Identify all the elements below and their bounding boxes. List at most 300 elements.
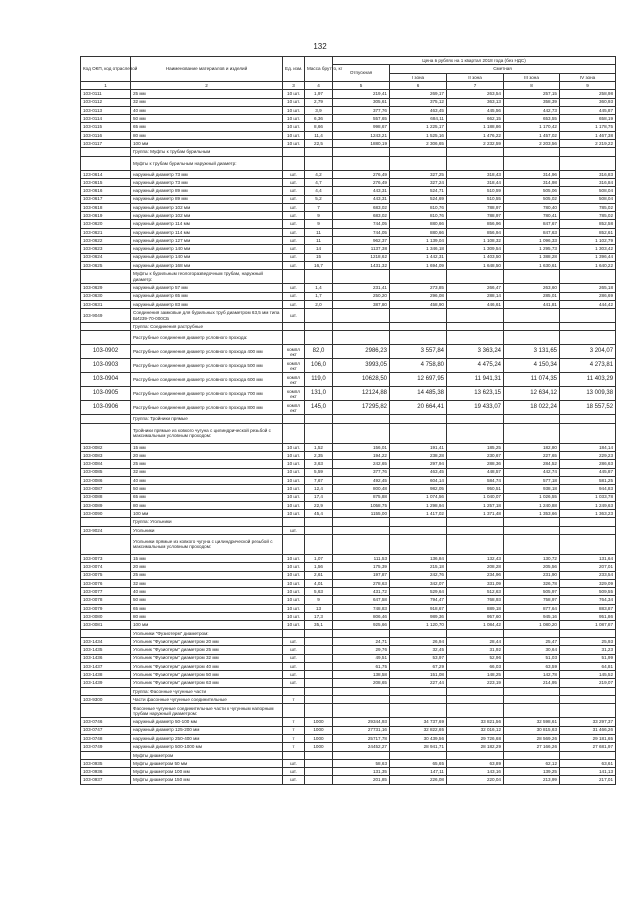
empty-cell — [333, 331, 390, 345]
name-cell: наружный диаметр 57 мм — [131, 284, 283, 292]
empty-cell — [283, 751, 305, 759]
name-cell: Раструбные соединения диаметр условного прохода 700 мм — [131, 387, 283, 401]
empty-cell — [447, 148, 504, 156]
code-cell — [81, 323, 131, 331]
header-num: 6 — [390, 82, 447, 90]
empty-cell — [447, 270, 504, 284]
code-cell: 103-0084 — [81, 460, 131, 468]
price-zone4-cell: 51,99 — [560, 654, 616, 662]
name-cell: 40 мм — [131, 588, 283, 596]
code-cell: 103-0629 — [81, 284, 131, 292]
mass-cell: 8,66 — [305, 123, 333, 131]
price-zone3-cell: 214,95 — [504, 679, 560, 687]
empty-cell — [560, 331, 616, 345]
price-zone3-cell: 227,65 — [504, 452, 560, 460]
table-row — [81, 718, 616, 726]
mass-cell: 16,7 — [305, 261, 333, 269]
empty-cell — [390, 534, 447, 554]
unit-cell: 10 шт. — [283, 579, 305, 587]
price-otpusk-cell: 806,46 — [333, 613, 390, 621]
price-zone4-cell: 18 557,52 — [560, 401, 616, 415]
price-zone3-cell: 847,67 — [504, 220, 560, 228]
price-zone4-cell: 1 033,78 — [560, 493, 616, 501]
empty-cell — [333, 423, 390, 443]
header-price-title: Цена в рублях на 1 квартал 2018 года (без НДС) — [333, 57, 616, 65]
price-zone2-cell: 28,44 — [447, 637, 504, 645]
price-zone3-cell: 28 569,26 — [504, 734, 560, 742]
price-zone4-cell: 508,04 — [560, 187, 616, 195]
code-cell: 103-0902 — [81, 345, 131, 359]
name-cell: Раструбные соединения диаметр условного прохода 400 мм — [131, 345, 283, 359]
price-zone2-cell: 318,43 — [447, 170, 504, 178]
price-zone1-cell: 269,17 — [390, 90, 447, 98]
price-zone2-cell: 446,61 — [447, 300, 504, 308]
unit-cell: компл ект — [283, 373, 305, 387]
subheader-row — [81, 270, 616, 284]
empty-cell — [504, 148, 560, 156]
price-otpusk-cell: 683,02 — [333, 203, 390, 211]
mass-cell — [305, 637, 333, 645]
price-otpusk-cell: 17295,82 — [333, 401, 390, 415]
empty-cell — [333, 415, 390, 423]
unit-cell: 10 шт. — [283, 493, 305, 501]
table-row — [81, 245, 616, 253]
price-otpusk-cell: 744,05 — [333, 220, 390, 228]
header-num: 7 — [447, 82, 504, 90]
empty-cell — [390, 156, 447, 170]
price-zone3-cell: 877,64 — [504, 604, 560, 612]
price-zone3-cell: 30 815,63 — [504, 726, 560, 734]
price-zone4-cell: 1 396,44 — [560, 253, 616, 261]
price-otpusk-cell: 25717,78 — [333, 734, 390, 742]
price-zone2-cell: 1 040,07 — [447, 493, 504, 501]
price-otpusk-cell: 748,83 — [333, 604, 390, 612]
mass-cell — [305, 696, 333, 704]
empty-cell — [333, 148, 390, 156]
price-zone1-cell: 32 822,65 — [390, 726, 447, 734]
empty-cell — [333, 156, 390, 170]
mass-cell: 1,4 — [305, 284, 333, 292]
code-cell: 103-1437 — [81, 662, 131, 670]
unit-cell: шт. — [283, 300, 305, 308]
empty-cell — [560, 687, 616, 695]
name-cell: 100 мм — [131, 621, 283, 629]
mass-cell: 15 — [305, 253, 333, 261]
unit-cell: шт. — [283, 662, 305, 670]
price-zone1-cell: 604,14 — [390, 476, 447, 484]
price-otpusk-cell: 875,88 — [333, 493, 390, 501]
mass-cell: 4,01 — [305, 579, 333, 587]
header-zone: I зона — [390, 73, 447, 81]
empty-cell — [504, 534, 560, 554]
name-cell: Раструбные соединения диаметр условного прохода 500 мм — [131, 359, 283, 373]
name-cell: наружный диаметр 73 мм — [131, 170, 283, 178]
price-zone3-cell: 257,15 — [504, 90, 560, 98]
price-otpusk-cell: 175,39 — [333, 563, 390, 571]
empty-cell — [447, 687, 504, 695]
empty-cell — [447, 156, 504, 170]
price-zone4-cell: 883,87 — [560, 604, 616, 612]
code-cell: 103-0113 — [81, 106, 131, 114]
empty-cell — [390, 270, 447, 284]
name-cell: Угольник "Фузиотерм" диаметром 40 мм — [131, 662, 283, 670]
empty-cell — [283, 518, 305, 526]
code-cell: 103-0746 — [81, 718, 131, 726]
empty-cell — [333, 518, 390, 526]
price-otpusk-cell: 962,37 — [333, 237, 390, 245]
empty-cell — [333, 270, 390, 284]
mass-cell — [305, 309, 333, 323]
name-cell: наружный диаметр 125-200 мм — [131, 726, 283, 734]
price-zone1-cell — [390, 696, 447, 704]
code-cell: 103-0615 — [81, 178, 131, 186]
price-zone1-cell: 918,67 — [390, 604, 447, 612]
code-cell: 103-0903 — [81, 359, 131, 373]
code-cell: 103-0616 — [81, 187, 131, 195]
price-zone4-cell: 63,61 — [560, 759, 616, 767]
price-zone4-cell: 1 249,63 — [560, 501, 616, 509]
header-num: 8 — [504, 82, 560, 90]
code-cell: 103-0631 — [81, 300, 131, 308]
table-row — [81, 759, 616, 767]
price-zone4-cell: 1 640,22 — [560, 261, 616, 269]
code-cell: 103-1435 — [81, 646, 131, 654]
table-row — [81, 359, 616, 373]
table-row — [81, 510, 616, 518]
name-cell: наружный диаметр 102 мм — [131, 212, 283, 220]
price-zone4-cell: 785,02 — [560, 203, 616, 211]
subheader-text: Раструбные соединения диаметр условного прохода: — [131, 331, 283, 345]
code-cell: 103-0080 — [81, 613, 131, 621]
price-otpusk-cell: 201,85 — [333, 776, 390, 784]
price-zone1-cell: 524,71 — [390, 187, 447, 195]
code-cell: 103-0115 — [81, 123, 131, 131]
price-zone4-cell: 184,14 — [560, 443, 616, 451]
code-cell — [81, 415, 131, 423]
price-zone2-cell: 1 188,86 — [447, 123, 504, 131]
empty-cell — [283, 323, 305, 331]
price-zone1-cell: 342,07 — [390, 579, 447, 587]
price-zone2-cell: 950,51 — [447, 485, 504, 493]
empty-cell — [560, 415, 616, 423]
unit-cell: шт. — [283, 654, 305, 662]
mass-cell: 13 — [305, 604, 333, 612]
price-otpusk-cell: 61,75 — [333, 662, 390, 670]
price-zone4-cell — [560, 309, 616, 323]
empty-cell — [305, 331, 333, 345]
price-zone4-cell: 951,86 — [560, 613, 616, 621]
price-otpusk-cell: 278,63 — [333, 579, 390, 587]
table-row — [81, 468, 616, 476]
price-otpusk-cell: 10628,50 — [333, 373, 390, 387]
mass-cell — [305, 526, 333, 534]
price-zone3-cell: 12 634,12 — [504, 387, 560, 401]
price-zone1-cell: 191,41 — [390, 443, 447, 451]
table-row — [81, 563, 616, 571]
name-cell: наружный диаметр 500-1000 мм — [131, 743, 283, 751]
price-zone1-cell: 1 074,56 — [390, 493, 447, 501]
name-cell: Муфты диаметром 100 мм — [131, 768, 283, 776]
price-zone4-cell: 27 681,97 — [560, 743, 616, 751]
table-row — [81, 187, 616, 195]
price-zone1-cell: 238,28 — [390, 452, 447, 460]
empty-cell — [283, 156, 305, 170]
price-otpusk-cell: 1243,21 — [333, 131, 390, 139]
unit-cell: 10 шт. — [283, 571, 305, 579]
price-zone3-cell: 442,73 — [504, 106, 560, 114]
table-row — [81, 203, 616, 211]
price-zone4-cell: 316,83 — [560, 170, 616, 178]
name-cell: 25 мм — [131, 90, 283, 98]
price-zone4-cell: 233,54 — [560, 571, 616, 579]
mass-cell: 9 — [305, 596, 333, 604]
empty-cell — [390, 704, 447, 718]
empty-cell — [560, 704, 616, 718]
unit-cell: компл ект — [283, 359, 305, 373]
price-zone1-cell: 28 941,71 — [390, 743, 447, 751]
price-zone2-cell — [447, 526, 504, 534]
price-zone4-cell: 286,63 — [560, 460, 616, 468]
price-zone4-cell: 1 087,87 — [560, 621, 616, 629]
code-cell: 103-0623 — [81, 245, 131, 253]
empty-cell — [560, 534, 616, 554]
table-row — [81, 345, 616, 359]
price-zone1-cell: 1 525,16 — [390, 131, 447, 139]
price-zone3-cell: 30,64 — [504, 646, 560, 654]
price-zone3-cell: 263,60 — [504, 284, 560, 292]
empty-cell — [305, 156, 333, 170]
empty-cell — [504, 156, 560, 170]
code-cell: 103-0906 — [81, 401, 131, 415]
price-zone2-cell: 768,93 — [447, 596, 504, 604]
empty-cell — [447, 323, 504, 331]
price-otpusk-cell: 1218,62 — [333, 253, 390, 261]
price-otpusk-cell: 156,01 — [333, 443, 390, 451]
mass-cell — [305, 768, 333, 776]
unit-cell: шт. — [283, 245, 305, 253]
code-cell: 103-1438 — [81, 671, 131, 679]
code-cell: 103-0621 — [81, 228, 131, 236]
price-zone3-cell: 11 074,35 — [504, 373, 560, 387]
price-otpusk-cell: 231,41 — [333, 284, 390, 292]
mass-cell: 11,4 — [305, 131, 333, 139]
table-row — [81, 373, 616, 387]
price-zone2-cell: 220,04 — [447, 776, 504, 784]
unit-cell: 10 шт. — [283, 604, 305, 612]
price-otpusk-cell — [333, 696, 390, 704]
price-zone3-cell: 847,63 — [504, 228, 560, 236]
subheader-text: Фасонные чугунные соединительные части к чугунным напорным трубам наружный диаметром: — [131, 704, 283, 718]
price-zone2-cell: 1 476,22 — [447, 131, 504, 139]
table-row — [81, 671, 616, 679]
price-otpusk-cell: 925,66 — [333, 621, 390, 629]
code-cell: 103-9300 — [81, 696, 131, 704]
code-cell: 103-0622 — [81, 237, 131, 245]
name-cell: 20 мм — [131, 452, 283, 460]
code-cell: 103-0936 — [81, 768, 131, 776]
price-zone2-cell: 318,44 — [447, 178, 504, 186]
price-zone2-cell: 288,14 — [447, 292, 504, 300]
mass-cell: 82,0 — [305, 345, 333, 359]
table-row — [81, 228, 616, 236]
price-zone3-cell: 205,56 — [504, 563, 560, 571]
mass-cell: 1,97 — [305, 90, 333, 98]
price-zone2-cell: 223,19 — [447, 679, 504, 687]
subheader-row — [81, 629, 616, 637]
empty-cell — [283, 423, 305, 443]
price-zone3-cell: 780,41 — [504, 212, 560, 220]
code-cell: 103-0078 — [81, 596, 131, 604]
price-zone3-cell — [504, 526, 560, 534]
price-zone3-cell: 284,52 — [504, 460, 560, 468]
price-otpusk-cell: 1137,38 — [333, 245, 390, 253]
price-otpusk-cell: 276,49 — [333, 170, 390, 178]
unit-cell: 10 шт. — [283, 468, 305, 476]
price-zone3-cell: 326,78 — [504, 579, 560, 587]
price-otpusk-cell: 683,02 — [333, 212, 390, 220]
price-otpusk-cell — [333, 309, 390, 323]
name-cell: 50 мм — [131, 115, 283, 123]
price-otpusk-cell: 443,31 — [333, 195, 390, 203]
price-zone3-cell: 653,55 — [504, 115, 560, 123]
price-otpusk-cell: 1155,00 — [333, 510, 390, 518]
price-zone4-cell: 508,04 — [560, 195, 616, 203]
price-zone4-cell: 852,61 — [560, 228, 616, 236]
price-otpusk-cell: 1431,32 — [333, 261, 390, 269]
price-zone3-cell: 1 026,55 — [504, 493, 560, 501]
group-title: Группа: Соединения раструбные — [131, 323, 283, 331]
name-cell: 40 мм — [131, 106, 283, 114]
price-zone1-cell: 1 120,70 — [390, 621, 447, 629]
code-cell: 103-0619 — [81, 212, 131, 220]
price-zone4-cell: 658,19 — [560, 115, 616, 123]
group-row — [81, 687, 616, 695]
price-zone2-cell: 957,60 — [447, 613, 504, 621]
table-row — [81, 637, 616, 645]
empty-cell — [283, 148, 305, 156]
unit-cell: шт. — [283, 646, 305, 654]
unit-cell: шт. — [283, 637, 305, 645]
empty-cell — [390, 415, 447, 423]
price-otpusk-cell: 744,05 — [333, 228, 390, 236]
price-zone1-cell: 1 346,18 — [390, 245, 447, 253]
name-cell: наружный диаметр 127 мм — [131, 237, 283, 245]
code-cell — [81, 629, 131, 637]
unit-cell: шт. — [283, 212, 305, 220]
mass-cell: 17,3 — [305, 613, 333, 621]
unit-cell: т — [283, 734, 305, 742]
price-zone4-cell: 145,52 — [560, 671, 616, 679]
price-zone2-cell: 2 232,59 — [447, 140, 504, 148]
empty-cell — [447, 423, 504, 443]
code-cell: 103-0117 — [81, 140, 131, 148]
price-otpusk-cell: 194,22 — [333, 452, 390, 460]
price-zone1-cell: 1 442,31 — [390, 253, 447, 261]
table-row — [81, 98, 616, 106]
price-otpusk-cell: 208,65 — [333, 679, 390, 687]
price-zone2-cell: 33 821,56 — [447, 718, 504, 726]
price-zone1-cell: 463,45 — [390, 468, 447, 476]
price-zone1-cell: 1 225,17 — [390, 123, 447, 131]
group-row — [81, 148, 616, 156]
mass-cell: 1,07 — [305, 554, 333, 562]
price-zone4-cell: 509,55 — [560, 588, 616, 596]
table-body — [81, 90, 616, 784]
price-zone2-cell: 1 084,42 — [447, 621, 504, 629]
empty-cell — [447, 751, 504, 759]
price-zone4-cell: 2 219,22 — [560, 140, 616, 148]
price-zone1-cell: 1 417,02 — [390, 510, 447, 518]
price-zone4-cell: 64,81 — [560, 662, 616, 670]
code-cell: 103-0089 — [81, 501, 131, 509]
name-cell: наружный диаметр 140 мм — [131, 253, 283, 261]
price-otpusk-cell: 219,41 — [333, 90, 390, 98]
subheader-text: Угольники прямые из ковкого чугуна с цилиндрической резьбой с максимальным условным проходом: — [131, 534, 283, 554]
price-zone4-cell: 852,58 — [560, 220, 616, 228]
code-cell: 103-0074 — [81, 563, 131, 571]
subheader-text: Муфты к трубам бурильным наружный диаметр: — [131, 156, 283, 170]
price-zone3-cell: 18 022,24 — [504, 401, 560, 415]
mass-cell: 2,79 — [305, 98, 333, 106]
code-cell: 103-0075 — [81, 571, 131, 579]
code-cell: 103-0088 — [81, 493, 131, 501]
table-row — [81, 526, 616, 534]
name-cell: 25 мм — [131, 460, 283, 468]
price-zone2-cell: 19 433,07 — [447, 401, 504, 415]
price-zone4-cell — [560, 526, 616, 534]
table-row — [81, 220, 616, 228]
empty-cell — [333, 751, 390, 759]
code-cell: 103-0116 — [81, 131, 131, 139]
table-row — [81, 571, 616, 579]
header-name: Наименование материалов и изделий — [131, 57, 283, 82]
group-row — [81, 415, 616, 423]
name-cell: наружный диаметр 114 мм — [131, 228, 283, 236]
mass-cell: 1,52 — [305, 443, 333, 451]
unit-cell: т — [283, 696, 305, 704]
empty-cell — [560, 270, 616, 284]
empty-cell — [305, 687, 333, 695]
name-cell: наружный диаметр 73 мм — [131, 178, 283, 186]
empty-cell — [504, 415, 560, 423]
price-zone1-cell: 30 439,56 — [390, 734, 447, 742]
price-zone4-cell: 444,42 — [560, 300, 616, 308]
price-zone4-cell: 445,87 — [560, 106, 616, 114]
mass-cell: 131,0 — [305, 387, 333, 401]
code-cell: 103-0087 — [81, 485, 131, 493]
empty-cell — [305, 704, 333, 718]
price-zone3-cell: 1 240,88 — [504, 501, 560, 509]
table-row — [81, 178, 616, 186]
name-cell: Угольник "Фузиотерм" диаметром 25 мм — [131, 646, 283, 654]
price-zone3-cell: 285,01 — [504, 292, 560, 300]
price-zone1-cell: 296,08 — [390, 292, 447, 300]
unit-cell: шт. — [283, 776, 305, 784]
price-zone2-cell: 1 108,32 — [447, 237, 504, 245]
mass-cell — [305, 776, 333, 784]
header-smetnaya: Сметная — [390, 65, 616, 73]
price-zone2-cell: 1 257,18 — [447, 501, 504, 509]
price-otpusk-cell: 111,53 — [333, 554, 390, 562]
code-cell — [81, 331, 131, 345]
price-otpusk-cell: 24,71 — [333, 637, 390, 645]
unit-cell: шт. — [283, 228, 305, 236]
price-zone1-cell: 880,66 — [390, 228, 447, 236]
mass-cell: 2,35 — [305, 452, 333, 460]
table-row — [81, 654, 616, 662]
price-zone1-cell: 1 694,09 — [390, 261, 447, 269]
mass-cell: 145,0 — [305, 401, 333, 415]
